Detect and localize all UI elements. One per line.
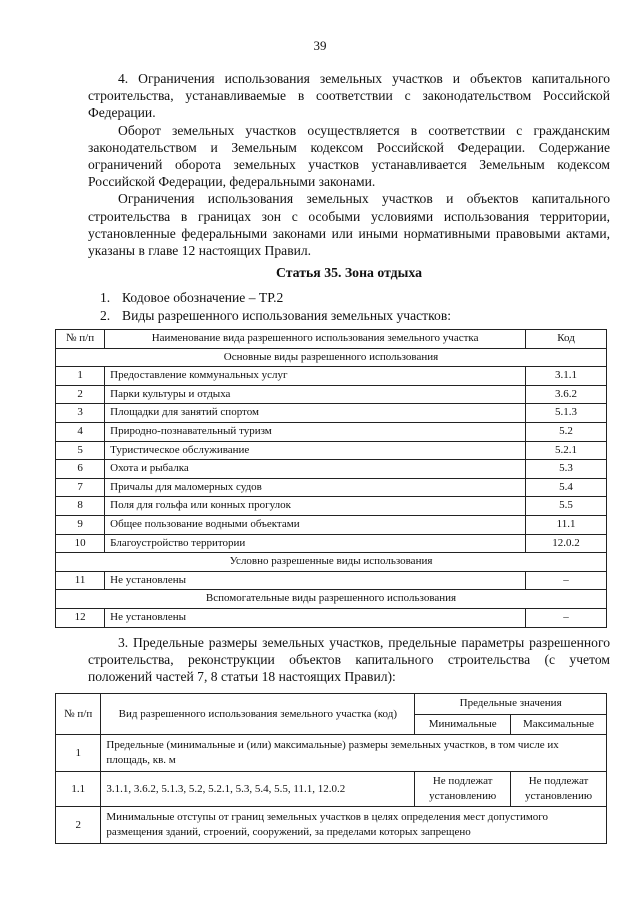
list-item-number: 2. [100, 307, 111, 323]
row-number: 1 [56, 735, 101, 772]
header-use-name: Наименование вида разрешенного использования земельного участка [105, 330, 526, 349]
article-list [100, 289, 451, 324]
header-number: № п/п [56, 330, 105, 349]
list-item [100, 289, 451, 307]
row-code: – [526, 571, 607, 590]
page-number: 39 [313, 38, 327, 53]
row-name: Природно-познавательный туризм [105, 422, 526, 441]
row-number: 7 [56, 478, 105, 497]
row-code: 5.3 [526, 460, 607, 479]
table-row [56, 534, 607, 553]
list-item-number: 1. [100, 290, 111, 305]
table-header-row [56, 694, 607, 715]
table-row [56, 497, 607, 516]
row-number: 9 [56, 515, 105, 534]
row-name: Поля для гольфа или конных прогулок [105, 497, 526, 516]
table-row [56, 807, 607, 844]
header-min: Минимальные [415, 714, 511, 735]
row-min: Не подлежат установлению [415, 772, 511, 807]
section-title: Условно разрешенные виды использования [56, 553, 607, 572]
paragraph-3: 3. Предельные размеры земельных участков, предельные параметры разрешенного строительства, реконструкции объектов капитального строительства (с учетом положений частей 7, 8 статьи 18 настоящих Правил): [88, 635, 610, 685]
table-row [56, 571, 607, 590]
row-max: Не подлежат установлению [511, 772, 607, 807]
row-name: Не установлены [105, 571, 526, 590]
row-number: 10 [56, 534, 105, 553]
table-row [56, 460, 607, 479]
table-row [56, 404, 607, 423]
header-limits: Предельные значения [415, 694, 607, 715]
row-name: Предоставление коммунальных услуг [105, 367, 526, 386]
section-row-auxiliary [56, 590, 607, 609]
article-title: Статья 35. Зона отдыха [275, 265, 423, 280]
row-name: Благоустройство территории [105, 534, 526, 553]
header-use-name: Вид разрешенного использования земельного участка (код) [101, 694, 415, 735]
header-number: № п/п [56, 694, 101, 735]
row-number: 4 [56, 422, 105, 441]
row-number: 6 [56, 460, 105, 479]
row-name: Площадки для занятий спортом [105, 404, 526, 423]
list-item-text: Виды разрешенного использования земельных участков: [122, 307, 452, 323]
limits-table [55, 693, 607, 844]
row-number: 1.1 [56, 772, 101, 807]
intro-paragraph-1: 4. Ограничения использования земельных участков и объектов капитального строительства, устанавливаемые в соответствии с законодательством Российской Федерации. [88, 71, 610, 121]
row-code: 5.5 [526, 497, 607, 516]
table-row [56, 735, 607, 772]
row-number: 2 [56, 807, 101, 844]
table-row [56, 608, 607, 627]
header-code: Код [526, 330, 607, 349]
row-number: 8 [56, 497, 105, 516]
row-number: 5 [56, 441, 105, 460]
table-row [56, 385, 607, 404]
paragraph-3-section [88, 634, 610, 686]
row-number: 12 [56, 608, 105, 627]
intro-paragraph-2: Оборот земельных участков осуществляется в соответствии с гражданским законодательством и Земельным кодексом Российской Федерации. Содержание ограничений оборота земельных участков устанавливается Земельным кодексом Российской Федерации, федеральными законами. [88, 122, 610, 190]
section-title: Вспомогательные виды разрешенного использования [56, 590, 607, 609]
row-code: – [526, 608, 607, 627]
section-row-conditional [56, 553, 607, 572]
table-row [56, 367, 607, 386]
permitted-use-table [55, 329, 607, 628]
list-item [100, 307, 451, 325]
row-code: 5.4 [526, 478, 607, 497]
row-name: Туристическое обслуживание [105, 441, 526, 460]
row-name: Не установлены [105, 608, 526, 627]
row-name: Охота и рыбалка [105, 460, 526, 479]
row-codes: 3.1.1, 3.6.2, 5.1.3, 5.2, 5.2.1, 5.3, 5.4, 5.5, 11.1, 12.0.2 [101, 772, 415, 807]
row-code: 5.2.1 [526, 441, 607, 460]
intro-section [88, 70, 610, 259]
row-code: 5.2 [526, 422, 607, 441]
intro-paragraph-3: Ограничения использования земельных участков и объектов капитального строительства в границах зон с особыми условиями использования территории, установленные федеральными законами или иными нормативными правовыми актами, указаны в главе 12 настоящих Правил. [88, 191, 610, 259]
row-number: 3 [56, 404, 105, 423]
row-name: Общее пользование водными объектами [105, 515, 526, 534]
row-number: 1 [56, 367, 105, 386]
row-code: 12.0.2 [526, 534, 607, 553]
table-row [56, 478, 607, 497]
row-name: Причалы для маломерных судов [105, 478, 526, 497]
header-max: Максимальные [511, 714, 607, 735]
table-row [56, 515, 607, 534]
table-row [56, 441, 607, 460]
row-name: Парки культуры и отдыха [105, 385, 526, 404]
table-row [56, 422, 607, 441]
row-text: Минимальные отступы от границ земельных участков в целях определения мест допустимого размещения зданий, строений, сооружений, за пределами которых запрещено [101, 807, 607, 844]
row-code: 3.1.1 [526, 367, 607, 386]
table-header-row [56, 330, 607, 349]
table-row [56, 772, 607, 807]
row-code: 5.1.3 [526, 404, 607, 423]
row-number: 11 [56, 571, 105, 590]
list-item-text: Кодовое обозначение – ТР.2 [122, 290, 284, 305]
row-code: 3.6.2 [526, 385, 607, 404]
section-title: Основные виды разрешенного использования [56, 348, 607, 367]
row-code: 11.1 [526, 515, 607, 534]
row-text: Предельные (минимальные и (или) максимальные) размеры земельных участков, в том числе их площадь, кв. м [101, 735, 607, 772]
section-row-main [56, 348, 607, 367]
row-number: 2 [56, 385, 105, 404]
